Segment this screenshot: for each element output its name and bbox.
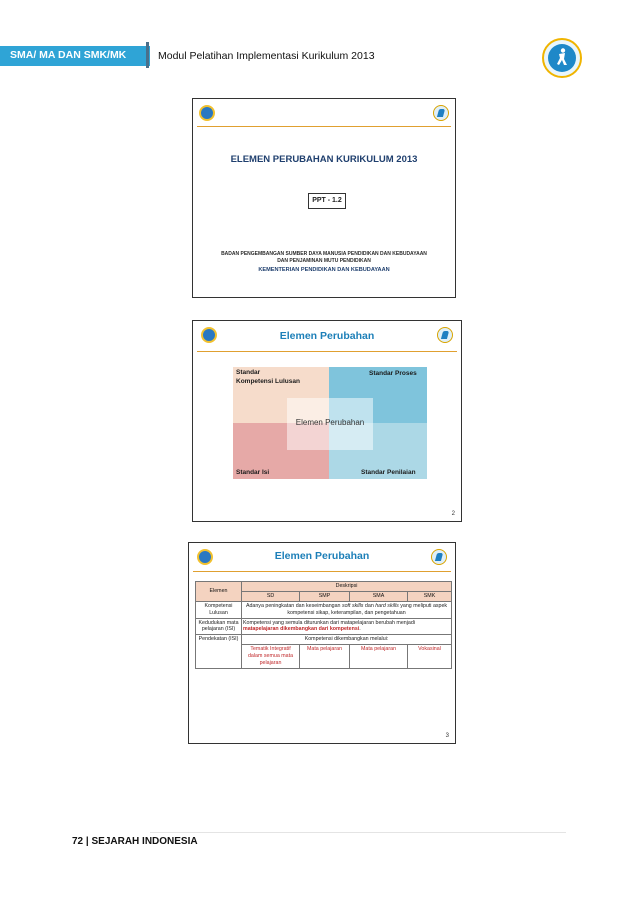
footer-page-label: 72 | SEJARAH INDONESIA bbox=[72, 836, 198, 847]
slide1-agency-line2: DAN PENJAMINAN MUTU PENDIDIKAN bbox=[277, 258, 371, 264]
cell-pendekatan-desc: Kompetensi dikembangkan melalui: bbox=[242, 635, 452, 645]
label-kompetensi-lulusan: Kompetensi Lulusan bbox=[236, 378, 300, 385]
table-row bbox=[196, 635, 452, 645]
slide-rule bbox=[197, 351, 457, 352]
cell-sd-approach: Tematik Integratif dalam semua mata pelajaran bbox=[242, 645, 300, 669]
slide1-agency-line1: BADAN PENGEMBANGAN SUMBER DAYA MANUSIA PENDIDIKAN DAN KEBUDAYAAN bbox=[221, 251, 427, 257]
header-band bbox=[0, 46, 150, 66]
table-row bbox=[196, 601, 452, 618]
slide-title-card bbox=[192, 98, 456, 298]
kemdikbud-logo-icon bbox=[199, 105, 215, 121]
label-standar-proses: Standar Proses bbox=[369, 370, 417, 377]
header-sd: SD bbox=[242, 591, 300, 601]
slide-elemen-table bbox=[188, 542, 456, 744]
slide1-title: ELEMEN PERUBAHAN KURIKULUM 2013 bbox=[230, 154, 418, 165]
header-smp: SMP bbox=[300, 591, 350, 601]
cell-kedudukan: Kedudukan mata pelajaran (ISI) bbox=[196, 618, 242, 635]
elemen-table bbox=[195, 581, 452, 669]
label-standar-isi: Standar Isi bbox=[236, 469, 270, 476]
slide2-title: Elemen Perubahan bbox=[279, 330, 375, 342]
header-sma: SMA bbox=[350, 591, 408, 601]
slide2-page-number: 2 bbox=[451, 511, 455, 517]
slide1-ministry: KEMENTERIAN PENDIDIKAN DAN KEBUDAYAAN bbox=[258, 267, 390, 273]
header-title: Modul Pelatihan Implementasi Kurikulum 2013 bbox=[158, 50, 375, 62]
table-row bbox=[196, 582, 452, 592]
cell-kedudukan-desc: Kompetensi yang semula diturunkan dari matapelajaran berubah menjadi matapelajaran dikembangkan dari kompetensi. bbox=[242, 618, 452, 635]
cell-smk-approach: Vokasinal bbox=[408, 645, 452, 669]
header-divider bbox=[146, 42, 149, 68]
label-elemen-perubahan: Elemen Perubahan bbox=[295, 418, 365, 427]
tut-wuri-logo-icon bbox=[542, 38, 582, 78]
header-deskripsi: Deskripsi bbox=[242, 582, 452, 592]
cell-pendekatan: Pendekatan (ISI) bbox=[196, 635, 242, 669]
slide-elemen-diagram bbox=[192, 320, 462, 522]
footer-rule bbox=[150, 832, 566, 833]
slide-rule bbox=[197, 126, 451, 127]
table-row bbox=[196, 618, 452, 635]
slide1-code: PPT - 1.2 bbox=[308, 193, 346, 209]
slide-rule bbox=[193, 571, 451, 572]
tut-wuri-small-icon bbox=[433, 105, 449, 121]
cell-kompetensi-lulusan: Kompetensi Lulusan bbox=[196, 601, 242, 618]
header-elemen: Elemen bbox=[196, 582, 242, 602]
header-smk: SMK bbox=[408, 591, 452, 601]
slide3-page-number: 3 bbox=[445, 733, 449, 739]
label-standar-penilaian: Standar Penilaian bbox=[361, 469, 416, 476]
cell-smp-approach: Mata pelajaran bbox=[300, 645, 350, 669]
header-band-label: SMA/ MA DAN SMK/MK bbox=[10, 49, 127, 61]
cell-kompetensi-lulusan-desc: Adanya peningkatan dan keseimbangan soft skills dan hard skills yang meliputi aspek kompetensi sikap, keterampilan, dan pengetahuan bbox=[242, 601, 452, 618]
slide3-title: Elemen Perubahan bbox=[274, 550, 370, 562]
cell-sma-approach: Mata pelajaran bbox=[350, 645, 408, 669]
label-standar: Standar bbox=[236, 369, 261, 376]
